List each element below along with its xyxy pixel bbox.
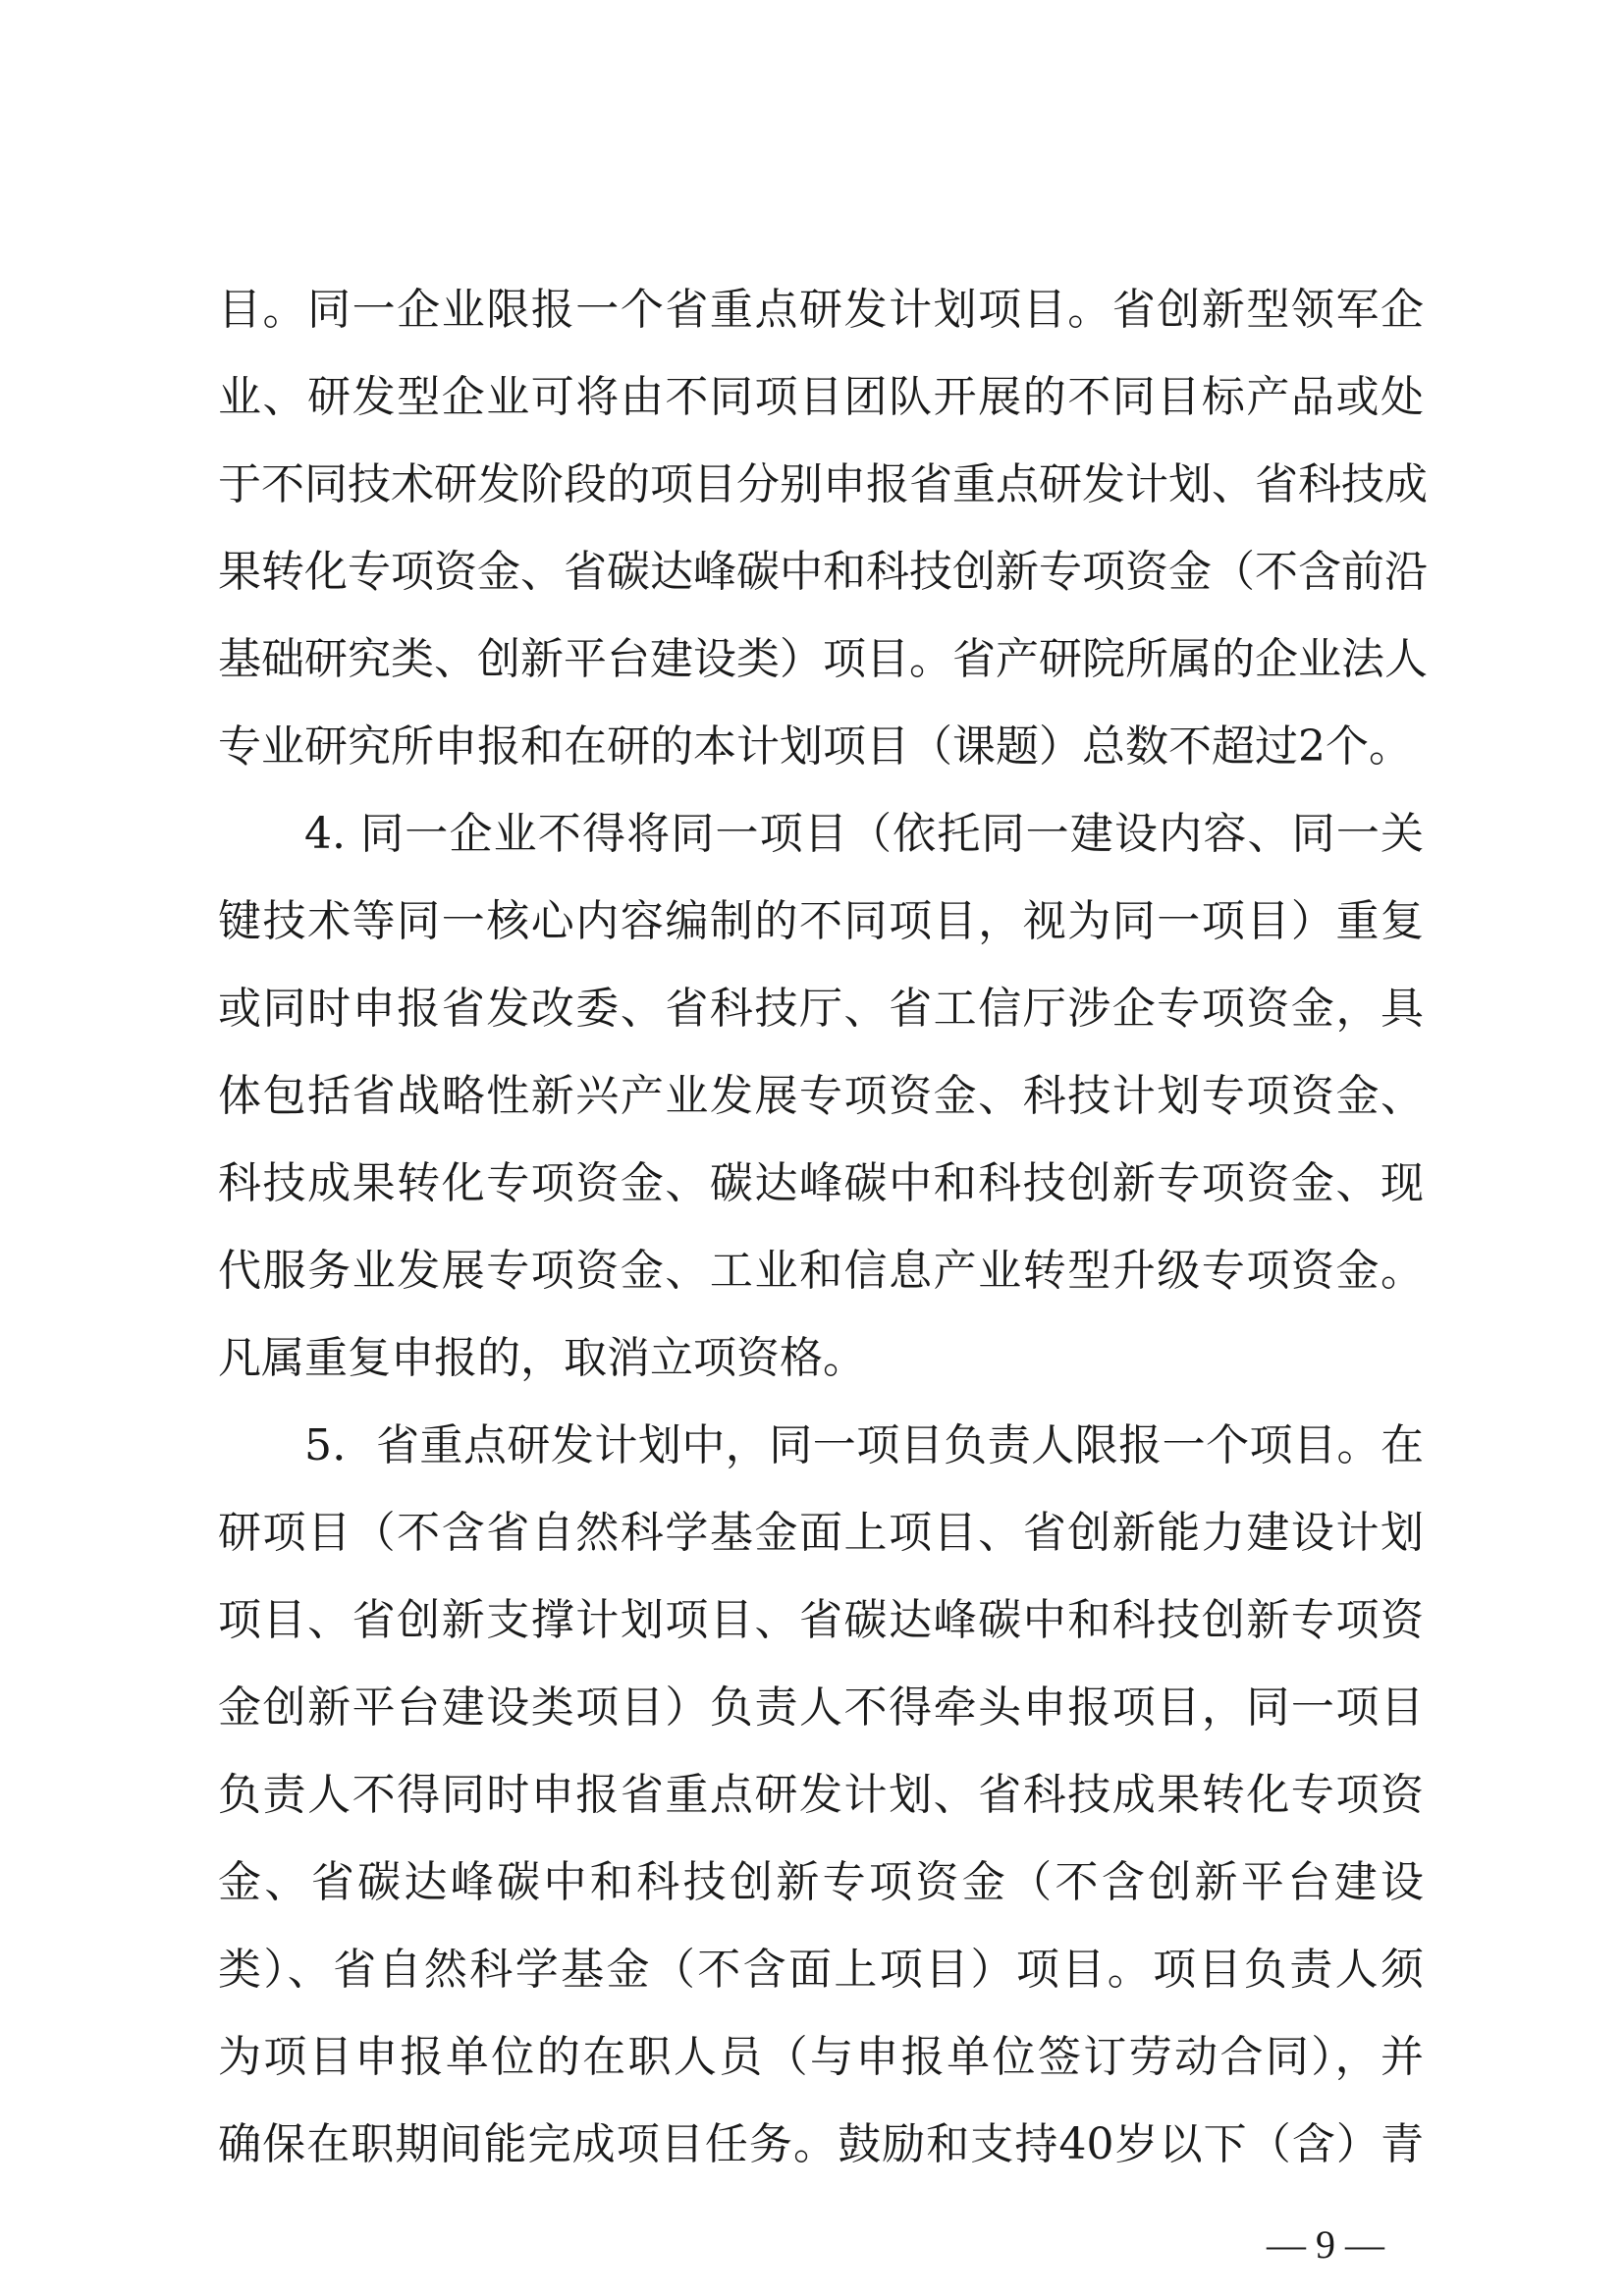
paragraph-2-line-7: 凡属重复申报的，取消立项资格。 bbox=[218, 1333, 866, 1383]
paragraph-2-line-2: 键技术等同一核心内容编制的不同项目，视为同一项目）重复 bbox=[218, 896, 1424, 946]
paragraph-1-line-3: 于不同技术研发阶段的项目分别申报省重点研发计划、省科技成 bbox=[218, 459, 1428, 509]
paragraph-1-line-5: 基础研究类、创新平台建设类）项目。省产研院所属的企业法人 bbox=[218, 634, 1428, 684]
paragraph-3-line-3: 项目、省创新支撑计划项目、省碳达峰碳中和科技创新专项资 bbox=[218, 1595, 1424, 1645]
page-number: — 9 — bbox=[1267, 2222, 1384, 2267]
paragraph-2-line-5: 科技成果转化专项资金、碳达峰碳中和科技创新专项资金、现 bbox=[218, 1158, 1424, 1208]
paragraph-2-line-1: 4. 同一企业不得将同一项目（依托同一建设内容、同一关 bbox=[304, 809, 1424, 859]
paragraph-3-line-1: 5．省重点研发计划中，同一项目负责人限报一个项目。在 bbox=[304, 1420, 1424, 1470]
paragraph-3-line-4: 金创新平台建设类项目）负责人不得牵头申报项目，同一项目 bbox=[218, 1682, 1424, 1733]
paragraph-2-line-4: 体包括省战略性新兴产业发展专项资金、科技计划专项资金、 bbox=[218, 1071, 1424, 1121]
paragraph-1-line-2: 业、研发型企业可将由不同项目团队开展的不同目标产品或处 bbox=[218, 372, 1424, 422]
paragraph-3-line-6: 金、省碳达峰碳中和科技创新专项资金（不含创新平台建设 bbox=[218, 1857, 1424, 1907]
paragraph-3-line-2: 研项目（不含省自然科学基金面上项目、省创新能力建设计划 bbox=[218, 1508, 1424, 1558]
paragraph-2-line-3: 或同时申报省发改委、省科技厅、省工信厅涉企专项资金，具 bbox=[218, 984, 1424, 1034]
paragraph-3-line-7: 类）、省自然科学基金（不含面上项目）项目。项目负责人须 bbox=[218, 1945, 1424, 1995]
paragraph-1-line-6: 专业研究所申报和在研的本计划项目（课题）总数不超过2个。 bbox=[218, 721, 1412, 772]
paragraph-1-line-4: 果转化专项资金、省碳达峰碳中和科技创新专项资金（不含前沿 bbox=[218, 547, 1428, 597]
paragraph-3-line-5: 负责人不得同时申报省重点研发计划、省科技成果转化专项资 bbox=[218, 1770, 1424, 1820]
paragraph-3-line-8: 为项目申报单位的在职人员（与申报单位签订劳动合同），并 bbox=[218, 2032, 1424, 2082]
paragraph-1-line-1: 目。同一企业限报一个省重点研发计划项目。省创新型领军企 bbox=[218, 285, 1424, 335]
paragraph-3-line-9: 确保在职期间能完成项目任务。鼓励和支持40岁以下（含）青 bbox=[218, 2119, 1424, 2169]
paragraph-2-line-6: 代服务业发展专项资金、工业和信息产业转型升级专项资金。 bbox=[218, 1246, 1424, 1296]
